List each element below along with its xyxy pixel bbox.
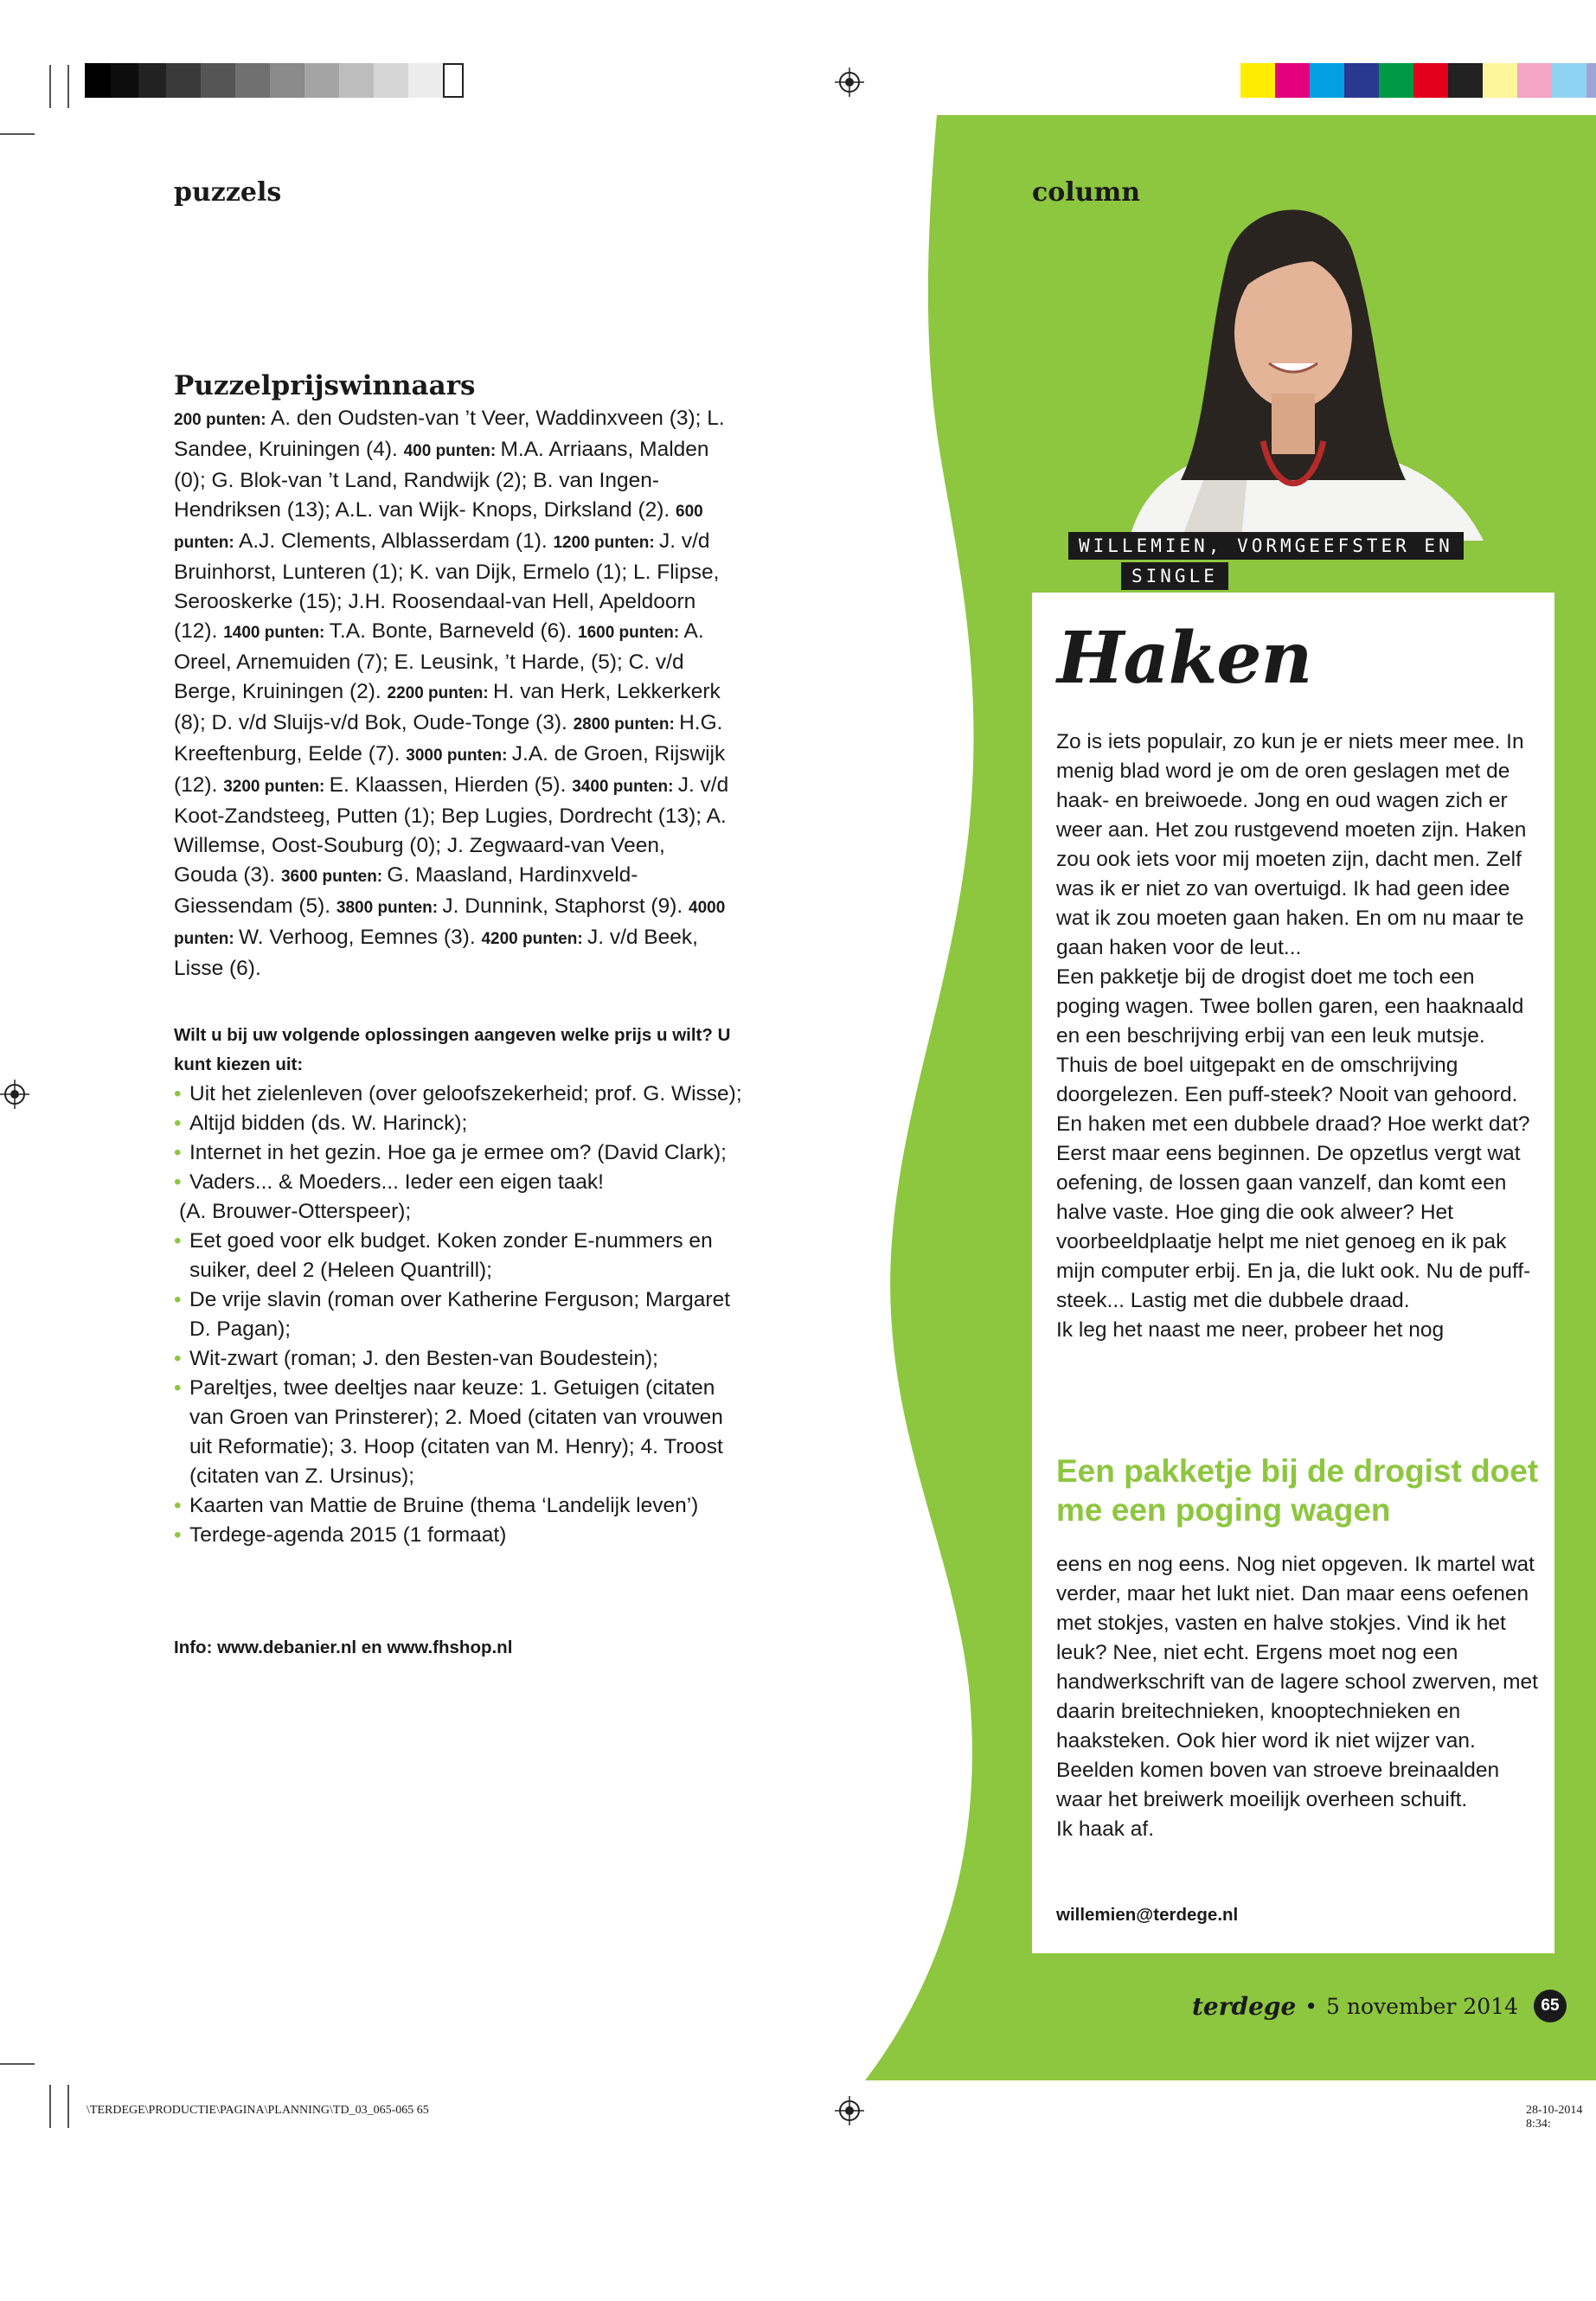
winner-names: A. den Oudsten-van ’t Veer, Waddinxveen (3); L. Sandee, Kruiningen (4). (174, 407, 725, 461)
points-label: 600 punten: (174, 503, 703, 552)
winner-names: J. v/d Beek, Lisse (6). (174, 926, 698, 980)
winner-names: J. v/d Bruinhorst, Lunteren (1); K. van Dijk, Ermelo (1); L. Flipse, Serooskerke (15); J.H. Roosendaal-van Hell, Apeldoorn (12). (174, 529, 720, 643)
points-label: 400 punten: (403, 442, 501, 460)
winner-names: W. Verhoog, Eemnes (3). (238, 926, 482, 949)
points-label: 1400 punten: (223, 624, 330, 642)
points-label: 1200 punten: (553, 534, 659, 552)
registration-mark-icon (835, 67, 864, 97)
magazine-logo: terdege (1192, 1991, 1297, 2021)
winner-names: M.A. Arriaans, Malden (0); G. Blok-van ’t Land, Randwijk (2); B. van Ingen-Hendriksen (13); A.L. van Wijk- Knops, Dirksland (2). (174, 438, 709, 522)
list-item: • Eet goed voor elk budget. Koken zonder E-nummers en suiker, deel 2 (Heleen Quantrill); (174, 1227, 745, 1285)
winner-names: J.A. de Groen, Rijswijk (12). (174, 742, 726, 797)
points-label: 200 punten: (174, 411, 271, 429)
points-label: 3000 punten: (406, 747, 512, 765)
prize-list (174, 1080, 745, 1550)
info-links: Info: www.debanier.nl en www.fhshop.nl (174, 1638, 513, 1657)
points-label: 1600 punten: (578, 624, 684, 642)
points-label: 2200 punten: (387, 684, 493, 702)
winner-names: G. Maasland, Hardinxveld-Giessendam (5). (174, 863, 638, 918)
points-label: 2800 punten: (573, 715, 680, 734)
list-item-continuation: (A. Brouwer-Otterspeer); (179, 1200, 412, 1223)
winner-names: H. van Herk, Lekkerkerk (8); D. v/d Sluijs-v/d Bok, Oude-Tonge (3). (174, 680, 721, 734)
photo-caption-line1: WILLEMIEN, VORMGEEFSTER EN (1068, 532, 1464, 560)
list-item: • Pareltjes, twee deeltjes naar keuze: 1. Getuigen (citaten van Groen van Prinsterer); 2. Moed (citaten van vrouwen uit Reformatie); 3. Hoop (citaten van M. Henry); 4. Troost (citaten van Z. Ursinus); (174, 1374, 745, 1491)
points-label: 3400 punten: (572, 778, 678, 796)
production-slug-path: \TERDEGE\PRODUCTIE\PAGINA\PLANNING\TD_03_065-065 65 (87, 2104, 429, 2117)
column-body-part1: Zo is iets populair, zo kun je er niets meer mee. In menig blad word je om de oren geslagen met de haak- en breiwoede. Jong en oud wagen zich er weer aan. Het zou rustgevend moeten zijn. Haken zou ook iets voor mij moeten zijn, dacht men. Zelf was ik er niet zo van overtuigd. Ik had geen idee wat ik zou moeten gaan haken. En om nu maar te gaan haken voor de leut... Een pakketje bij de drogist doet me toch een poging wagen. Twee bollen garen, een haaknaald en een beschrijving erbij van een leuk mutsje. Thuis de boel uitgepakt en de omschrijving doorgelezen. Een puff-steek? Nooit van gehoord. En haken met een dubbele draad? Hoe werkt dat? Eerst maar eens beginnen. De opzetlus vergt wat oefening, de lossen gaan vanzelf, dan komt een halve vaste. Hoe ging die ook alweer? Het voorbeeldplaatje helpt me niet genoeg en ik pak mijn computer erbij. En ja, die lukt ook. Nu de puff-steek... Lastig met die dubbele draad. Ik leg het naast me neer, probeer het nog (1056, 730, 1531, 1342)
author-email: willemien@terdege.nl (1056, 1905, 1239, 1925)
prize-intro: Wilt u bij uw volgende oplossingen aangeven welke prijs u wilt? U kunt kiezen uit: (174, 1025, 731, 1074)
points-label: 4000 punten: (174, 899, 726, 948)
footer-separator: • (1304, 1993, 1318, 2019)
column-body-part2: eens en nog eens. Nog niet opgeven. Ik martel wat verder, maar het lukt niet. Dan maar eens oefenen met stokjes, vasten en halve stokjes. Vind ik het leuk? Nee, niet echt. Ergens moet nog een handwerkschrift van de lagere school zwerven, met daarin breitechnieken, knooptechnieken en haaksteken. Ook hier word ik niet wijzer van. Beelden komen boven van stroeve breinaalden waar het breiwerk moeilijk overheen schuift. Ik haak af. (1056, 1553, 1538, 1841)
list-item: • Terdege-agenda 2015 (1 formaat) (174, 1521, 745, 1550)
section-label-puzzels: puzzels (174, 177, 282, 208)
points-label: 3800 punten: (336, 899, 443, 917)
winners-title: Puzzelprijswinnaars (174, 370, 476, 401)
winner-names: T.A. Bonte, Barneveld (6). (329, 619, 579, 643)
list-item: • Uit het zielenleven (over geloofszekerheid; prof. G. Wisse); (174, 1080, 745, 1109)
registration-mark-icon (0, 1080, 29, 1109)
crop-mark (67, 2085, 69, 2128)
section-label-column: column (1032, 177, 1141, 208)
crop-mark (49, 65, 51, 108)
issue-date: 5 november 2014 (1326, 1993, 1518, 2019)
list-item: • De vrije slavin (roman over Katherine Ferguson; Margaret D. Pagan); (174, 1285, 745, 1344)
list-item: • Wit-zwart (roman; J. den Besten-van Boudestein); (174, 1344, 745, 1374)
crop-mark (0, 2063, 35, 2065)
list-item: • Altijd bidden (ds. W. Harinck); (174, 1109, 745, 1138)
author-portrait (1077, 186, 1509, 541)
page-number: 65 (1534, 1990, 1567, 2022)
pull-quote: Een pakketje bij de drogist doet me een poging wagen (1056, 1453, 1539, 1528)
winner-names: J. Dunnink, Staphorst (9). (442, 894, 689, 918)
winners-list (174, 404, 732, 984)
crop-mark (49, 2085, 51, 2128)
winner-names: E. Klaassen, Hierden (5). (329, 773, 573, 797)
production-slug-timestamp: 28-10-2014 8:34: (1526, 2104, 1583, 2131)
list-item: • Kaarten van Mattie de Bruine (thema ‘Landelijk leven’) (174, 1491, 745, 1521)
points-label: 3200 punten: (223, 778, 330, 796)
page-footer (1192, 1990, 1567, 2022)
registration-mark-icon (835, 2096, 864, 2125)
winner-names: H.G. Kreeftenburg, Eelde (7). (174, 711, 723, 766)
crop-mark (67, 65, 69, 108)
winner-names: A. Oreel, Arnemuiden (7); E. Leusink, ’t Harde, (5); C. v/d Berge, Kruiningen (2). (174, 619, 704, 703)
points-label: 3600 punten: (280, 868, 388, 886)
crop-mark (0, 133, 35, 135)
winner-names: A.J. Clements, Alblasserdam (1). (238, 529, 554, 553)
list-item: • Internet in het gezin. Hoe ga je ermee om? (David Clark); (174, 1138, 745, 1168)
column-title: Haken (1057, 617, 1312, 700)
winner-names: J. v/d Koot-Zandsteeg, Putten (1); Bep Lugies, Dordrecht (13); A. Willemse, Oost-Souburg (0); J. Zegwaard-van Veen, Gouda (3). (174, 773, 729, 887)
photo-caption-line2: SINGLE (1121, 562, 1228, 590)
points-label: 4200 punten: (481, 930, 587, 948)
list-item: • Vaders... & Moeders... Ieder een eigen taak! (174, 1168, 745, 1197)
